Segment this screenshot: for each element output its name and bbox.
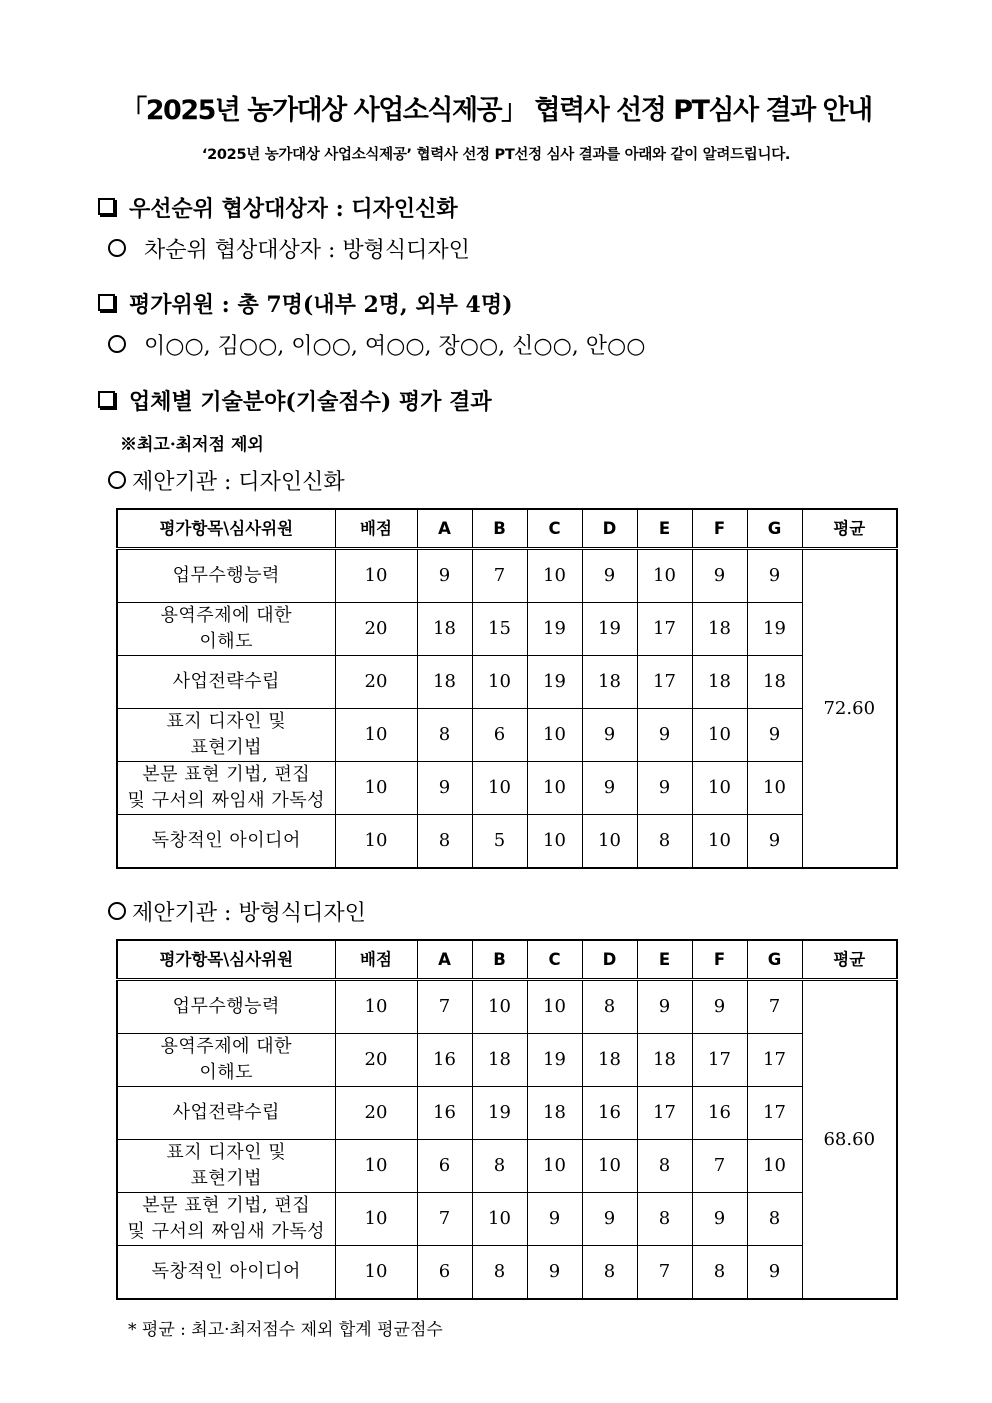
score-cell: 8: [692, 1246, 747, 1300]
column-header: E: [637, 940, 692, 980]
column-header: C: [527, 509, 582, 549]
score-cell: 19: [582, 603, 637, 656]
table-row: [117, 980, 897, 1034]
table-row: [117, 549, 897, 603]
circle-bullet-icon: [108, 335, 126, 353]
evaluation-item-line: 표지 디자인 및: [166, 711, 287, 732]
column-header: D: [582, 940, 637, 980]
score-cell: 6: [417, 1246, 472, 1300]
max-score-cell: 10: [335, 815, 417, 869]
table-row: [117, 603, 897, 656]
footnote: * 평균 : 최고·최저점수 제외 합계 평균점수: [128, 1320, 443, 1340]
column-header: F: [692, 509, 747, 549]
evaluation-item: [117, 709, 335, 762]
score-table-1: [116, 508, 898, 869]
table-row: [117, 1087, 897, 1140]
evaluation-item: [117, 1193, 335, 1246]
square-bullet-icon: [98, 198, 115, 215]
table-header: [117, 509, 897, 549]
max-score-cell: 20: [335, 1087, 417, 1140]
column-header: 배점: [335, 940, 417, 980]
table-body: [117, 980, 897, 1300]
score-cell: 9: [747, 815, 802, 869]
evaluation-item: [117, 1246, 335, 1300]
max-score-cell: 20: [335, 656, 417, 709]
score-cell: 8: [582, 980, 637, 1034]
score-cell: 19: [747, 603, 802, 656]
score-cell: 16: [582, 1087, 637, 1140]
score-cell: 10: [527, 549, 582, 603]
max-score-cell: 10: [335, 1140, 417, 1193]
score-cell: 8: [637, 1140, 692, 1193]
score-cell: 9: [582, 1193, 637, 1246]
evaluation-item-line: 표현기법: [190, 1168, 263, 1189]
evaluation-item-line: 본문 표현 기법, 편집: [142, 764, 311, 785]
committee-title: 평가위원 : 총 7명(내부 2명, 외부 4명): [129, 292, 513, 318]
score-cell: 10: [527, 762, 582, 815]
evaluation-item-line: 업무수행능력: [172, 565, 280, 586]
max-score-cell: 20: [335, 1034, 417, 1087]
score-cell: 19: [527, 1034, 582, 1087]
score-cell: 7: [637, 1246, 692, 1300]
score-cell: 9: [417, 549, 472, 603]
max-score-cell: 10: [335, 549, 417, 603]
column-header: F: [692, 940, 747, 980]
score-cell: 19: [527, 603, 582, 656]
max-score-cell: 10: [335, 1246, 417, 1300]
score-cell: 18: [692, 656, 747, 709]
score-cell: 18: [747, 656, 802, 709]
evaluation-item: [117, 603, 335, 656]
score-cell: 9: [637, 980, 692, 1034]
score-cell: 8: [637, 815, 692, 869]
column-header: 평가항목\심사위원: [117, 509, 335, 549]
evaluation-item-line: 독창적인 아이디어: [151, 1261, 301, 1282]
score-cell: 17: [747, 1087, 802, 1140]
square-bullet-icon: [98, 294, 115, 311]
vendor-label-text: 제안기관 : 디자인신화: [132, 470, 345, 495]
score-cell: 9: [692, 549, 747, 603]
evaluation-item: [117, 980, 335, 1034]
evaluation-item-line: 독창적인 아이디어: [151, 830, 301, 851]
column-header: C: [527, 940, 582, 980]
score-cell: 9: [527, 1193, 582, 1246]
evaluation-item-line: 업무수행능력: [172, 996, 280, 1017]
evaluation-item-line: 및 구서의 짜임새 가독성: [127, 1221, 326, 1242]
score-cell: 17: [637, 656, 692, 709]
column-header: G: [747, 940, 802, 980]
table-row: [117, 656, 897, 709]
score-cell: 7: [417, 980, 472, 1034]
score-cell: 9: [692, 1193, 747, 1246]
result-heading: [98, 385, 492, 416]
header-row: [117, 509, 897, 549]
score-cell: 6: [417, 1140, 472, 1193]
max-score-cell: 10: [335, 709, 417, 762]
score-cell: 8: [472, 1246, 527, 1300]
max-score-cell: 20: [335, 603, 417, 656]
circle-bullet-icon: [108, 471, 126, 489]
vendor-label-text: 제안기관 : 방형식디자인: [132, 901, 366, 926]
score-cell: 9: [747, 1246, 802, 1300]
evaluation-item-line: 표지 디자인 및: [166, 1142, 287, 1163]
score-cell: 5: [472, 815, 527, 869]
score-cell: 10: [472, 762, 527, 815]
column-header: A: [417, 940, 472, 980]
column-header: E: [637, 509, 692, 549]
evaluation-item: [117, 815, 335, 869]
score-cell: 7: [747, 980, 802, 1034]
score-cell: 8: [472, 1140, 527, 1193]
score-cell: 15: [472, 603, 527, 656]
score-cell: 10: [582, 815, 637, 869]
circle-bullet-icon: [108, 902, 126, 920]
score-cell: 10: [527, 815, 582, 869]
committee-heading: [98, 288, 513, 319]
score-cell: 7: [417, 1193, 472, 1246]
column-header: A: [417, 509, 472, 549]
score-cell: 9: [692, 980, 747, 1034]
vendor-label-1: [108, 465, 345, 496]
column-header: B: [472, 940, 527, 980]
score-cell: 9: [582, 762, 637, 815]
score-cell: 10: [637, 549, 692, 603]
table-row: [117, 762, 897, 815]
evaluation-item: [117, 1034, 335, 1087]
column-header: D: [582, 509, 637, 549]
score-table-2: [116, 939, 898, 1300]
table-row: [117, 1193, 897, 1246]
score-cell: 18: [692, 603, 747, 656]
evaluation-item: [117, 549, 335, 603]
score-cell: 16: [417, 1034, 472, 1087]
result-title: 업체별 기술분야(기술점수) 평가 결과: [129, 389, 492, 415]
score-cell: 18: [582, 1034, 637, 1087]
score-cell: 9: [747, 549, 802, 603]
secondary-text: 차순위 협상대상자 : 방형식디자인: [144, 238, 470, 263]
committee-members: 이○○, 김○○, 이○○, 여○○, 장○○, 신○○, 안○○: [144, 334, 646, 359]
score-cell: 9: [637, 762, 692, 815]
evaluation-item-line: 사업전략수립: [172, 1102, 280, 1123]
table-row: [117, 815, 897, 869]
column-header: 평균: [802, 940, 897, 980]
table-row: [117, 1034, 897, 1087]
score-cell: 7: [692, 1140, 747, 1193]
score-cell: 10: [472, 1193, 527, 1246]
evaluation-item-line: 사업전략수립: [172, 671, 280, 692]
committee-line: [108, 329, 645, 360]
evaluation-item: [117, 762, 335, 815]
table-row: [117, 709, 897, 762]
evaluation-item-line: 및 구서의 짜임새 가독성: [127, 790, 326, 811]
evaluation-item: [117, 1087, 335, 1140]
score-cell: 10: [472, 656, 527, 709]
score-cell: 10: [692, 815, 747, 869]
score-cell: 8: [637, 1193, 692, 1246]
score-cell: 9: [637, 709, 692, 762]
evaluation-item-line: 이해도: [199, 631, 254, 652]
score-cell: 18: [417, 656, 472, 709]
column-header: G: [747, 509, 802, 549]
score-cell: 16: [692, 1087, 747, 1140]
score-cell: 18: [527, 1087, 582, 1140]
column-header: 평가항목\심사위원: [117, 940, 335, 980]
score-cell: 9: [417, 762, 472, 815]
score-cell: 7: [472, 549, 527, 603]
score-cell: 10: [692, 709, 747, 762]
evaluation-item-line: 이해도: [199, 1062, 254, 1083]
table-row: [117, 1246, 897, 1300]
table-row: [117, 1140, 897, 1193]
score-cell: 8: [582, 1246, 637, 1300]
score-cell: 8: [417, 709, 472, 762]
score-cell: 8: [747, 1193, 802, 1246]
score-cell: 18: [472, 1034, 527, 1087]
score-cell: 19: [527, 656, 582, 709]
score-cell: 6: [472, 709, 527, 762]
score-cell: 18: [637, 1034, 692, 1087]
table-header: [117, 940, 897, 980]
priority-heading: [98, 192, 458, 223]
score-cell: 17: [637, 1087, 692, 1140]
exclusion-note: ※최고·최저점 제외: [120, 435, 264, 455]
score-cell: 10: [527, 709, 582, 762]
max-score-cell: 10: [335, 980, 417, 1034]
score-cell: 16: [417, 1087, 472, 1140]
score-cell: 10: [747, 1140, 802, 1193]
score-cell: 10: [692, 762, 747, 815]
score-cell: 18: [582, 656, 637, 709]
score-cell: 9: [527, 1246, 582, 1300]
score-cell: 19: [472, 1087, 527, 1140]
score-cell: 9: [582, 549, 637, 603]
header-row: [117, 940, 897, 980]
score-cell: 17: [747, 1034, 802, 1087]
average-cell: 68.60: [802, 980, 897, 1300]
evaluation-item-line: 본문 표현 기법, 편집: [142, 1195, 311, 1216]
score-cell: 10: [472, 980, 527, 1034]
evaluation-item-line: 용역주제에 대한: [160, 605, 292, 626]
score-cell: 8: [417, 815, 472, 869]
score-cell: 9: [582, 709, 637, 762]
column-header: 평균: [802, 509, 897, 549]
score-cell: 10: [527, 1140, 582, 1193]
column-header: B: [472, 509, 527, 549]
score-cell: 10: [582, 1140, 637, 1193]
square-bullet-icon: [98, 391, 115, 408]
evaluation-item-line: 용역주제에 대한: [160, 1036, 292, 1057]
evaluation-item: [117, 1140, 335, 1193]
score-cell: 17: [637, 603, 692, 656]
score-cell: 10: [527, 980, 582, 1034]
score-cell: 10: [747, 762, 802, 815]
evaluation-item-line: 표현기법: [190, 737, 263, 758]
score-cell: 9: [747, 709, 802, 762]
max-score-cell: 10: [335, 762, 417, 815]
table-body: [117, 549, 897, 869]
column-header: 배점: [335, 509, 417, 549]
page-subtitle: ‘2025년 농가대상 사업소식제공’ 협력사 선정 PT선정 심사 결과를 아래와 같이 알려드립니다.: [201, 147, 791, 163]
evaluation-item: [117, 656, 335, 709]
vendor-label-2: [108, 896, 366, 927]
secondary-line: [108, 233, 470, 264]
circle-bullet-icon: [108, 239, 126, 257]
average-cell: 72.60: [802, 549, 897, 869]
priority-text: 우선순위 협상대상자 : 디자인신화: [129, 196, 458, 222]
score-cell: 17: [692, 1034, 747, 1087]
max-score-cell: 10: [335, 1193, 417, 1246]
score-cell: 18: [417, 603, 472, 656]
page-title: 「2025년 농가대상 사업소식제공」 협력사 선정 PT심사 결과 안내: [120, 95, 872, 126]
